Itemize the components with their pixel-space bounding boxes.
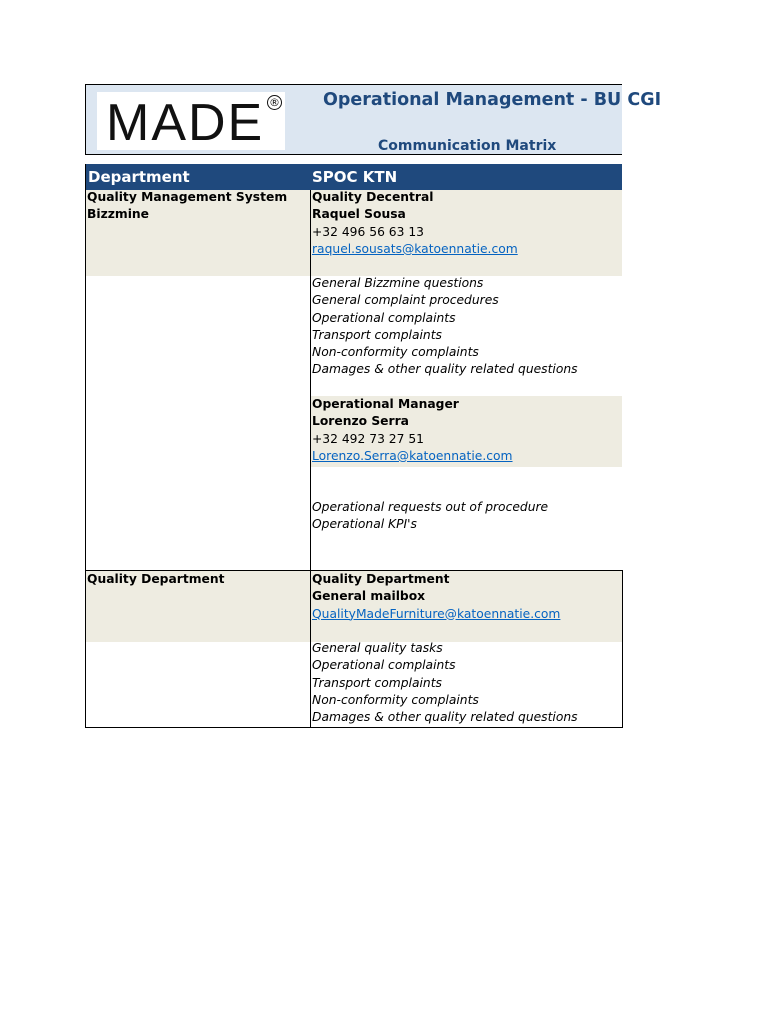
task-list <box>312 499 548 534</box>
contact-role: Quality Department <box>312 572 450 586</box>
department-name: Quality Department <box>87 572 225 586</box>
registered-mark-icon: ® <box>269 96 280 109</box>
logo-wordmark: MADE <box>106 94 265 152</box>
department-name: Quality Management System <box>87 190 288 204</box>
task-item: Damages & other quality related questions <box>312 710 578 725</box>
document-header <box>85 84 662 155</box>
task-item: Transport complaints <box>312 675 442 690</box>
contact-name: Lorenzo Serra <box>312 414 409 429</box>
task-item: Non-conformity complaints <box>312 692 479 707</box>
table-border-right <box>622 570 623 728</box>
contact-card <box>312 396 513 465</box>
made-logo <box>97 92 285 150</box>
task-list <box>312 640 578 726</box>
task-list <box>312 275 578 379</box>
table-border-bottom <box>85 727 623 728</box>
table-column-divider <box>310 190 311 728</box>
contact-role: Operational Manager <box>312 397 459 411</box>
contact-card <box>312 189 518 258</box>
contact-phone: +32 496 56 63 13 <box>312 224 424 239</box>
task-item: General quality tasks <box>312 641 443 655</box>
page-subtitle: Communication Matrix <box>378 138 557 154</box>
task-item: Non-conformity complaints <box>312 345 479 360</box>
contact-email-link[interactable]: Lorenzo.Serra@katoennatie.com <box>312 448 513 463</box>
task-item: General Bizzmine questions <box>312 276 484 290</box>
contact-role: Quality Decentral <box>312 190 434 204</box>
contact-email-link[interactable]: raquel.sousats@katoennatie.com <box>312 241 518 256</box>
task-item: General complaint procedures <box>312 293 499 308</box>
contact-card <box>312 571 560 623</box>
contact-name: Raquel Sousa <box>312 207 406 222</box>
department-cell-qms <box>87 189 287 224</box>
department-name: Bizzmine <box>87 207 150 222</box>
contact-phone: +32 492 73 27 51 <box>312 431 424 446</box>
task-item: Operational KPI's <box>312 517 417 532</box>
task-item: Damages & other quality related questions <box>312 362 578 377</box>
department-cell-quality <box>87 571 225 588</box>
contact-name: General mailbox <box>312 589 426 604</box>
contact-email-link[interactable]: QualityMadeFurniture@katoennatie.com <box>312 606 561 621</box>
column-header-department: Department <box>88 168 190 186</box>
page-title: Operational Management - BU CGI <box>323 90 662 110</box>
task-item: Operational complaints <box>312 658 456 673</box>
table-header-row <box>85 164 622 190</box>
task-item: Operational requests out of procedure <box>312 500 549 514</box>
task-item: Transport complaints <box>312 327 442 342</box>
table-border-left <box>85 164 86 728</box>
column-header-spoc: SPOC KTN <box>312 168 398 186</box>
task-item: Operational complaints <box>312 310 456 325</box>
